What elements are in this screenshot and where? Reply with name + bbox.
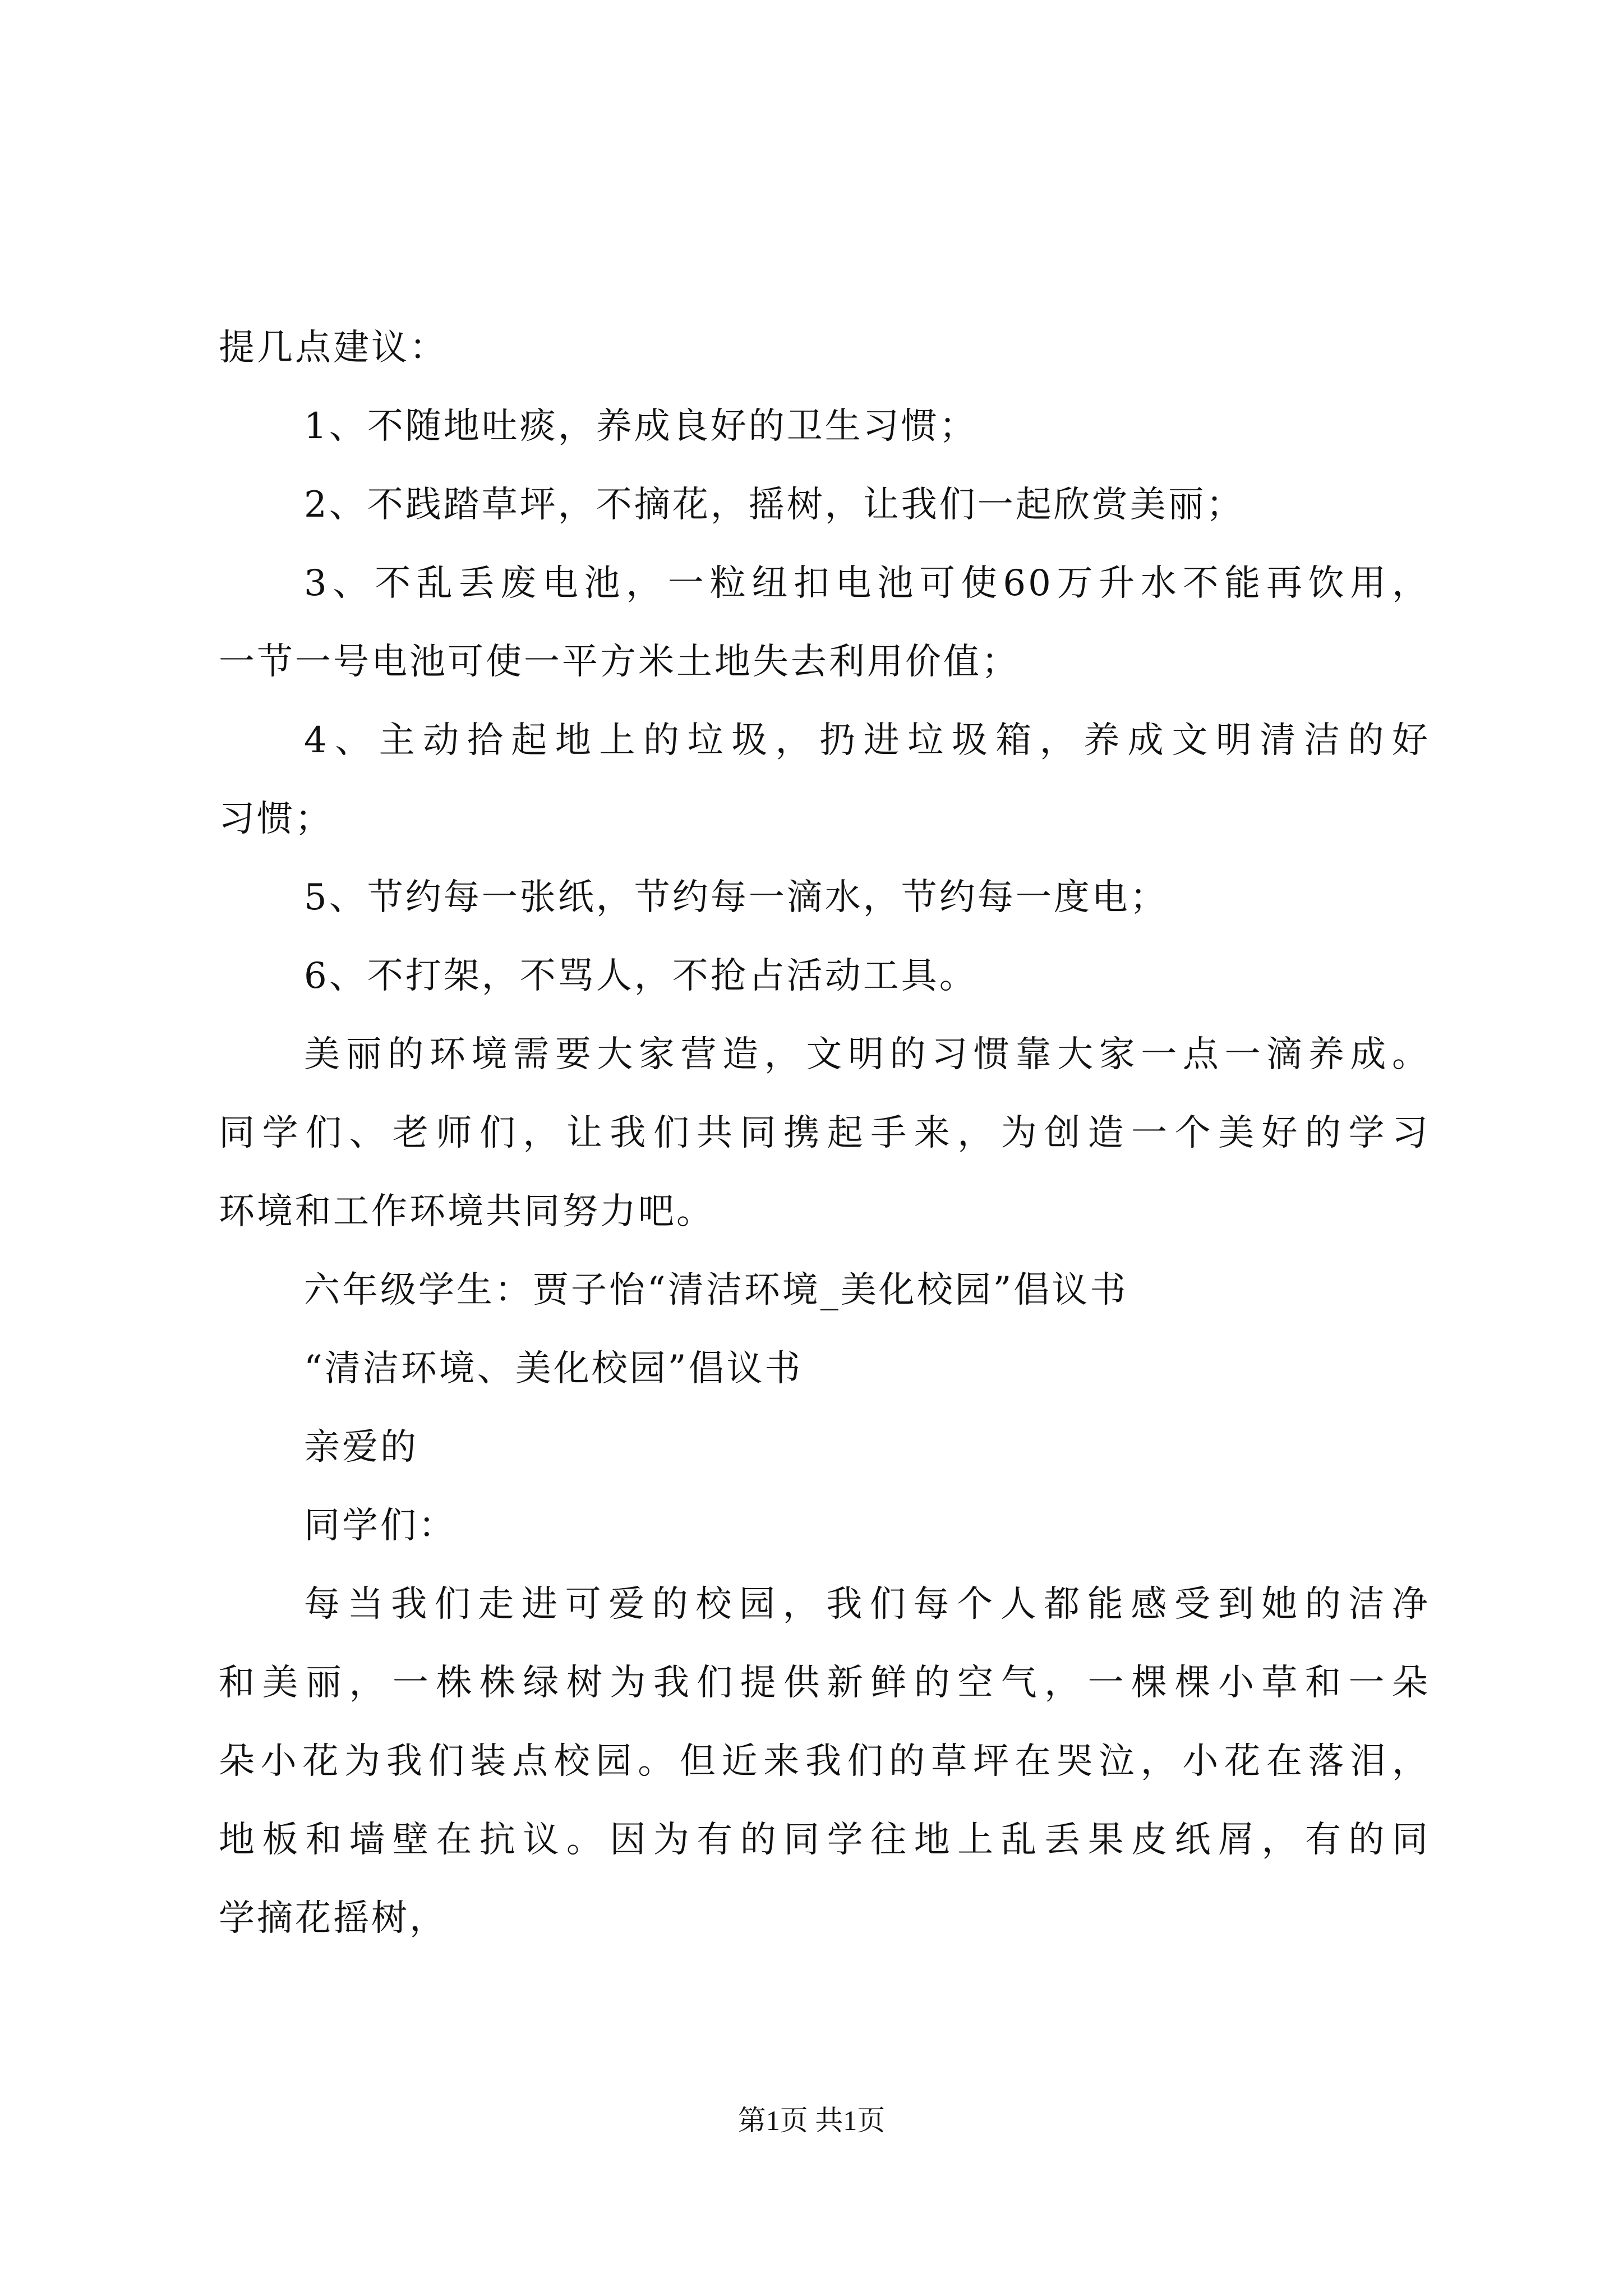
- text-line: 2、不践踏草坪，不摘花，摇树，让我们一起欣赏美丽；: [304, 484, 1244, 526]
- text-line: “清洁环境、美化校园”倡议书: [304, 1348, 803, 1389]
- text-line: 每当我们走进可爱的校园，我们每个人都能感受到她的洁净: [304, 1584, 1430, 1625]
- text-line: 六年级学生：贾子怡“清洁环境_美化校园”倡议书: [304, 1269, 1128, 1311]
- text-line: 美丽的环境需要大家营造，文明的习惯靠大家一点一滴养成。: [304, 1034, 1430, 1075]
- text-line: 4、主动拾起地上的垃圾，扔进垃圾箱，养成文明清洁的好: [304, 720, 1430, 761]
- text-line: 5、节约每一张纸，节约每一滴水，节约每一度电；: [304, 877, 1168, 918]
- text-line: 一节一号电池可使一平方米土地失去利用价值；: [219, 641, 1020, 683]
- text-line: 习惯；: [219, 798, 333, 840]
- page-footer: 第1页 共1页: [737, 2105, 886, 2136]
- text-line: 朵小花为我们装点校园。但近来我们的草坪在哭泣，小花在落泪，: [219, 1741, 1430, 1782]
- text-line: 6、不打架，不骂人，不抢占活动工具。: [304, 955, 978, 997]
- text-line: 1、不随地吐痰，养成良好的卫生习惯；: [304, 406, 978, 447]
- text-line: 和美丽，一株株绿树为我们提供新鲜的空气，一棵棵小草和一朵: [219, 1662, 1430, 1704]
- text-line: 地板和墙壁在抗议。因为有的同学往地上乱丢果皮纸屑，有的同: [219, 1819, 1430, 1861]
- text-line: 环境和工作环境共同努力吧。: [219, 1191, 714, 1232]
- text-line: 同学们：: [304, 1505, 457, 1547]
- text-line: 3、不乱丢废电池，一粒纽扣电池可使60万升水不能再饮用，: [304, 563, 1430, 604]
- text-line: 提几点建议：: [219, 327, 448, 369]
- text-line: 同学们、老师们，让我们共同携起手来，为创造一个美好的学习: [219, 1112, 1430, 1154]
- text-line: 学摘花摇树，: [219, 1898, 448, 1939]
- text-line: 亲爱的: [304, 1427, 418, 1468]
- document-body: [219, 309, 1430, 1958]
